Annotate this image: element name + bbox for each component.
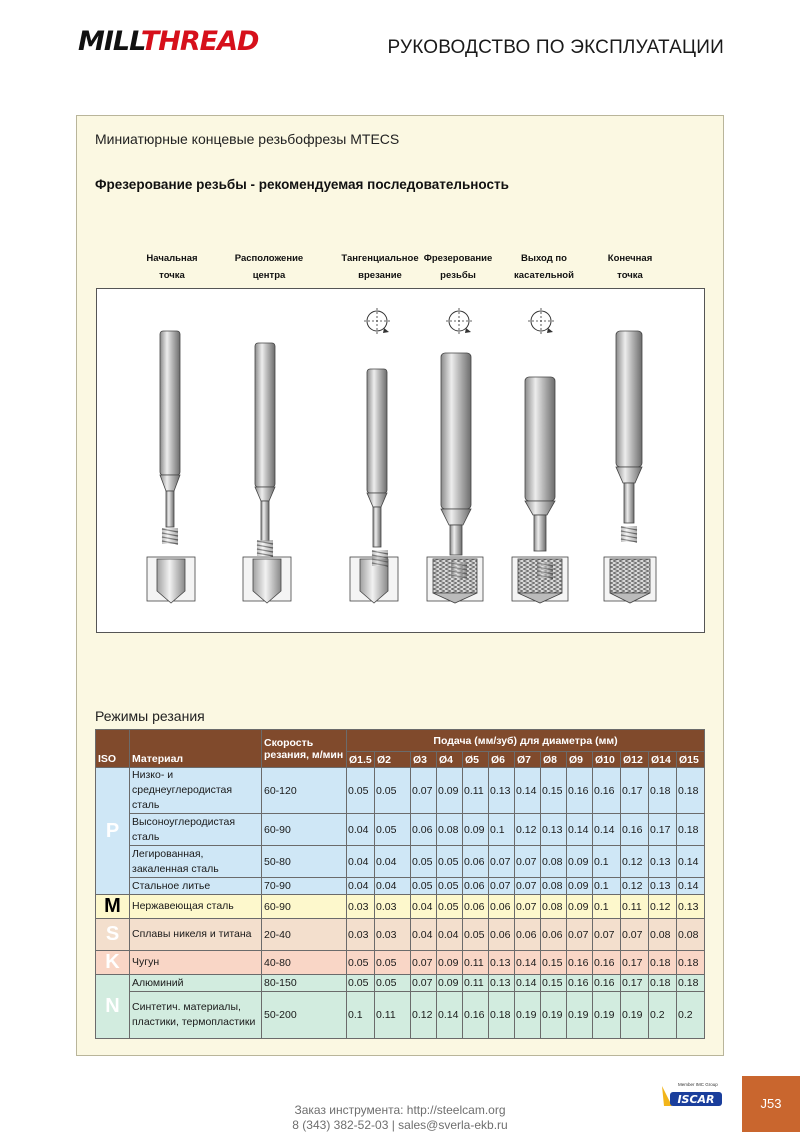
- feed-value-cell: 0.13: [649, 878, 677, 895]
- feed-value-cell: 0.04: [411, 919, 437, 951]
- footer-contact-line: 8 (343) 382-52-03 | sales@sverla-ekb.ru: [292, 1118, 508, 1132]
- feed-value-cell: 0.19: [515, 992, 541, 1039]
- feed-value-cell: 0.07: [621, 919, 649, 951]
- page-number: J53: [742, 1076, 800, 1132]
- feed-value-cell: 0.07: [411, 951, 437, 975]
- table-row: [96, 951, 705, 975]
- feed-value-cell: 0.07: [515, 878, 541, 895]
- diameter-header: Ø1.5: [347, 752, 375, 768]
- feed-value-cell: 0.06: [489, 919, 515, 951]
- milling-sequence-figure: [96, 288, 705, 633]
- feed-value-cell: 0.17: [621, 951, 649, 975]
- feed-value-cell: 0.04: [347, 814, 375, 846]
- feed-value-cell: 0.18: [649, 951, 677, 975]
- table-row: [96, 895, 705, 919]
- feed-value-cell: 0.11: [463, 975, 489, 992]
- feed-value-cell: 0.19: [567, 992, 593, 1039]
- diameter-header: Ø10: [593, 752, 621, 768]
- tool-end-point: [604, 331, 656, 603]
- diameter-header: Ø9: [567, 752, 593, 768]
- sequence-title: Фрезерование резьбы - рекомендуемая последовательность: [95, 177, 509, 192]
- feed-value-cell: 0.19: [593, 992, 621, 1039]
- iso-group-m: M: [96, 895, 130, 919]
- speed-cell: 60-90: [262, 895, 347, 919]
- step-label-thread-milling: Фрезерование резьбы: [423, 253, 493, 281]
- feed-value-cell: 0.05: [437, 846, 463, 878]
- feed-value-cell: 0.13: [489, 975, 515, 992]
- feed-value-cell: 0.08: [541, 878, 567, 895]
- material-cell: Синтетич. материалы, пластики, термопластики: [130, 992, 262, 1039]
- material-cell: Стальное литье: [130, 878, 262, 895]
- material-cell: Сплавы никеля и титана: [130, 919, 262, 951]
- feed-value-cell: 0.17: [621, 975, 649, 992]
- feed-value-cell: 0.09: [463, 814, 489, 846]
- milling-sequence-illustration: [97, 289, 704, 632]
- tool-tangential-entry: [350, 308, 398, 603]
- feed-value-cell: 0.16: [567, 768, 593, 814]
- diameter-header: Ø8: [541, 752, 567, 768]
- page-title: РУКОВОДСТВО ПО ЭКСПЛУАТАЦИИ: [387, 37, 724, 58]
- feed-value-cell: 0.18: [649, 768, 677, 814]
- diameter-header: Ø14: [649, 752, 677, 768]
- speed-cell: 50-200: [262, 992, 347, 1039]
- feed-value-cell: 0.07: [489, 846, 515, 878]
- feed-value-cell: 0.03: [347, 919, 375, 951]
- section-subtitle: Миниатюрные концевые резьбофрезы MTECS: [95, 131, 400, 147]
- feed-value-cell: 0.05: [375, 768, 411, 814]
- table-row: [96, 919, 705, 951]
- feed-value-cell: 0.15: [541, 768, 567, 814]
- feed-value-cell: 0.15: [541, 951, 567, 975]
- feed-value-cell: 0.07: [411, 975, 437, 992]
- diameter-header: Ø5: [463, 752, 489, 768]
- feed-value-cell: 0.06: [411, 814, 437, 846]
- speed-cell: 60-90: [262, 814, 347, 846]
- speed-cell: 20-40: [262, 919, 347, 951]
- feed-value-cell: 0.09: [437, 768, 463, 814]
- feed-value-cell: 0.18: [677, 975, 705, 992]
- feed-value-cell: 0.04: [375, 878, 411, 895]
- table-row: [96, 846, 705, 878]
- feed-value-cell: 0.1: [593, 895, 621, 919]
- table-row: [96, 814, 705, 846]
- cutting-modes-title: Режимы резания: [95, 708, 205, 724]
- feed-value-cell: 0.03: [375, 895, 411, 919]
- feed-value-cell: 0.14: [677, 878, 705, 895]
- feed-value-cell: 0.16: [593, 951, 621, 975]
- feed-value-cell: 0.13: [489, 951, 515, 975]
- step-label-center: Расположение центра: [234, 253, 304, 281]
- feed-value-cell: 0.05: [411, 878, 437, 895]
- feed-value-cell: 0.08: [677, 919, 705, 951]
- feed-value-cell: 0.07: [593, 919, 621, 951]
- feed-value-cell: 0.03: [347, 895, 375, 919]
- feed-value-cell: 0.17: [621, 768, 649, 814]
- step-label-start: Начальная точка: [146, 253, 198, 281]
- feed-value-cell: 0.09: [437, 975, 463, 992]
- feed-value-cell: 0.2: [649, 992, 677, 1039]
- table-body: [96, 768, 705, 1039]
- diameter-header: Ø3: [411, 752, 437, 768]
- diameter-header: Ø4: [437, 752, 463, 768]
- feed-value-cell: 0.08: [437, 814, 463, 846]
- feed-value-cell: 0.15: [541, 975, 567, 992]
- feed-value-cell: 0.1: [489, 814, 515, 846]
- feed-value-cell: 0.18: [677, 814, 705, 846]
- header-material: Материал: [130, 730, 262, 768]
- feed-value-cell: 0.03: [375, 919, 411, 951]
- tool-tangential-exit: [512, 308, 568, 603]
- tool-thread-milling: [427, 308, 483, 603]
- feed-value-cell: 0.07: [411, 768, 437, 814]
- feed-value-cell: 0.16: [567, 975, 593, 992]
- feed-value-cell: 0.07: [515, 895, 541, 919]
- header-iso: ISO: [96, 730, 130, 768]
- feed-value-cell: 0.18: [677, 768, 705, 814]
- feed-value-cell: 0.05: [437, 878, 463, 895]
- footer-order-line: Заказ инструмента: http://steelcam.org: [294, 1103, 506, 1117]
- feed-value-cell: 0.13: [677, 895, 705, 919]
- millthread-logo: [78, 28, 278, 56]
- iso-group-p: P: [96, 768, 130, 895]
- feed-value-cell: 0.04: [437, 919, 463, 951]
- material-cell: Нержавеющая сталь: [130, 895, 262, 919]
- feed-value-cell: 0.1: [593, 878, 621, 895]
- feed-value-cell: 0.09: [567, 846, 593, 878]
- feed-value-cell: 0.07: [567, 919, 593, 951]
- feed-value-cell: 0.08: [649, 919, 677, 951]
- feed-value-cell: 0.16: [593, 975, 621, 992]
- feed-value-cell: 0.05: [375, 951, 411, 975]
- speed-cell: 80-150: [262, 975, 347, 992]
- feed-value-cell: 0.06: [463, 878, 489, 895]
- material-cell: Высоноуглеродистая сталь: [130, 814, 262, 846]
- feed-value-cell: 0.09: [567, 895, 593, 919]
- feed-value-cell: 0.13: [649, 846, 677, 878]
- feed-value-cell: 0.18: [649, 975, 677, 992]
- cutting-modes-table: [95, 729, 705, 1039]
- feed-value-cell: 0.06: [463, 895, 489, 919]
- speed-cell: 70-90: [262, 878, 347, 895]
- table-row: [96, 992, 705, 1039]
- step-label-tangential-entry: Тангенциальное врезание: [341, 253, 419, 281]
- feed-value-cell: 0.05: [375, 975, 411, 992]
- material-cell: Чугун: [130, 951, 262, 975]
- header-feed: Подача (мм/зуб) для диаметра (мм): [347, 730, 705, 752]
- feed-value-cell: 0.05: [463, 919, 489, 951]
- feed-value-cell: 0.12: [411, 992, 437, 1039]
- feed-value-cell: 0.14: [677, 846, 705, 878]
- diameter-header: Ø6: [489, 752, 515, 768]
- feed-value-cell: 0.12: [649, 895, 677, 919]
- feed-value-cell: 0.14: [593, 814, 621, 846]
- diameter-header: Ø12: [621, 752, 649, 768]
- feed-value-cell: 0.05: [347, 768, 375, 814]
- iscar-member-text: Member IMC Group: [678, 1082, 718, 1087]
- feed-value-cell: 0.05: [347, 951, 375, 975]
- feed-value-cell: 0.07: [515, 846, 541, 878]
- feed-value-cell: 0.16: [621, 814, 649, 846]
- diameter-header: Ø7: [515, 752, 541, 768]
- feed-value-cell: 0.11: [621, 895, 649, 919]
- feed-value-cell: 0.06: [541, 919, 567, 951]
- feed-value-cell: 0.13: [489, 768, 515, 814]
- tool-start-point: [147, 331, 195, 603]
- feed-value-cell: 0.08: [541, 895, 567, 919]
- feed-value-cell: 0.16: [463, 992, 489, 1039]
- step-label-tangential-exit: Выход по касательной: [514, 253, 574, 281]
- feed-value-cell: 0.04: [347, 878, 375, 895]
- feed-value-cell: 0.12: [621, 878, 649, 895]
- iso-group-s: S: [96, 919, 130, 951]
- feed-value-cell: 0.17: [649, 814, 677, 846]
- feed-value-cell: 0.14: [437, 992, 463, 1039]
- feed-value-cell: 0.04: [375, 846, 411, 878]
- feed-value-cell: 0.19: [541, 992, 567, 1039]
- feed-value-cell: 0.16: [593, 768, 621, 814]
- feed-value-cell: 0.06: [489, 895, 515, 919]
- feed-value-cell: 0.1: [593, 846, 621, 878]
- table-header: [96, 730, 705, 768]
- feed-value-cell: 0.14: [515, 975, 541, 992]
- iscar-logo: [660, 1082, 726, 1112]
- iscar-logo-text: ISCAR: [677, 1093, 715, 1106]
- diameter-header: Ø15: [677, 752, 705, 768]
- feed-value-cell: 0.05: [375, 814, 411, 846]
- feed-value-cell: 0.11: [375, 992, 411, 1039]
- feed-value-cell: 0.2: [677, 992, 705, 1039]
- header-speed: Скорость резания, м/мин: [262, 730, 347, 768]
- feed-value-cell: 0.14: [515, 951, 541, 975]
- feed-value-cell: 0.05: [411, 846, 437, 878]
- feed-value-cell: 0.05: [437, 895, 463, 919]
- feed-value-cell: 0.19: [621, 992, 649, 1039]
- tool-center-position: [243, 343, 291, 603]
- table-row: [96, 878, 705, 895]
- feed-value-cell: 0.06: [515, 919, 541, 951]
- speed-cell: 60-120: [262, 768, 347, 814]
- speed-cell: 40-80: [262, 951, 347, 975]
- iso-group-n: N: [96, 975, 130, 1039]
- feed-value-cell: 0.1: [347, 992, 375, 1039]
- material-cell: Легированная, закаленная сталь: [130, 846, 262, 878]
- table-row: [96, 768, 705, 814]
- material-cell: Алюминий: [130, 975, 262, 992]
- feed-value-cell: 0.05: [347, 975, 375, 992]
- feed-value-cell: 0.13: [541, 814, 567, 846]
- feed-value-cell: 0.18: [677, 951, 705, 975]
- feed-value-cell: 0.04: [347, 846, 375, 878]
- feed-value-cell: 0.07: [489, 878, 515, 895]
- speed-cell: 50-80: [262, 846, 347, 878]
- feed-value-cell: 0.09: [437, 951, 463, 975]
- feed-value-cell: 0.14: [515, 768, 541, 814]
- feed-value-cell: 0.18: [489, 992, 515, 1039]
- feed-value-cell: 0.14: [567, 814, 593, 846]
- diameter-header: Ø2: [375, 752, 411, 768]
- feed-value-cell: 0.12: [621, 846, 649, 878]
- iso-group-k: K: [96, 951, 130, 975]
- feed-value-cell: 0.11: [463, 768, 489, 814]
- table-row: [96, 975, 705, 992]
- feed-value-cell: 0.08: [541, 846, 567, 878]
- feed-value-cell: 0.04: [411, 895, 437, 919]
- feed-value-cell: 0.06: [463, 846, 489, 878]
- material-cell: Низко- и среднеуглеродистая сталь: [130, 768, 262, 814]
- logo-thread-text: THREAD: [140, 26, 259, 57]
- feed-value-cell: 0.09: [567, 878, 593, 895]
- feed-value-cell: 0.16: [567, 951, 593, 975]
- feed-value-cell: 0.11: [463, 951, 489, 975]
- logo-mill-text: MILL: [78, 26, 141, 57]
- step-label-end: Конечная точка: [607, 253, 653, 281]
- feed-value-cell: 0.12: [515, 814, 541, 846]
